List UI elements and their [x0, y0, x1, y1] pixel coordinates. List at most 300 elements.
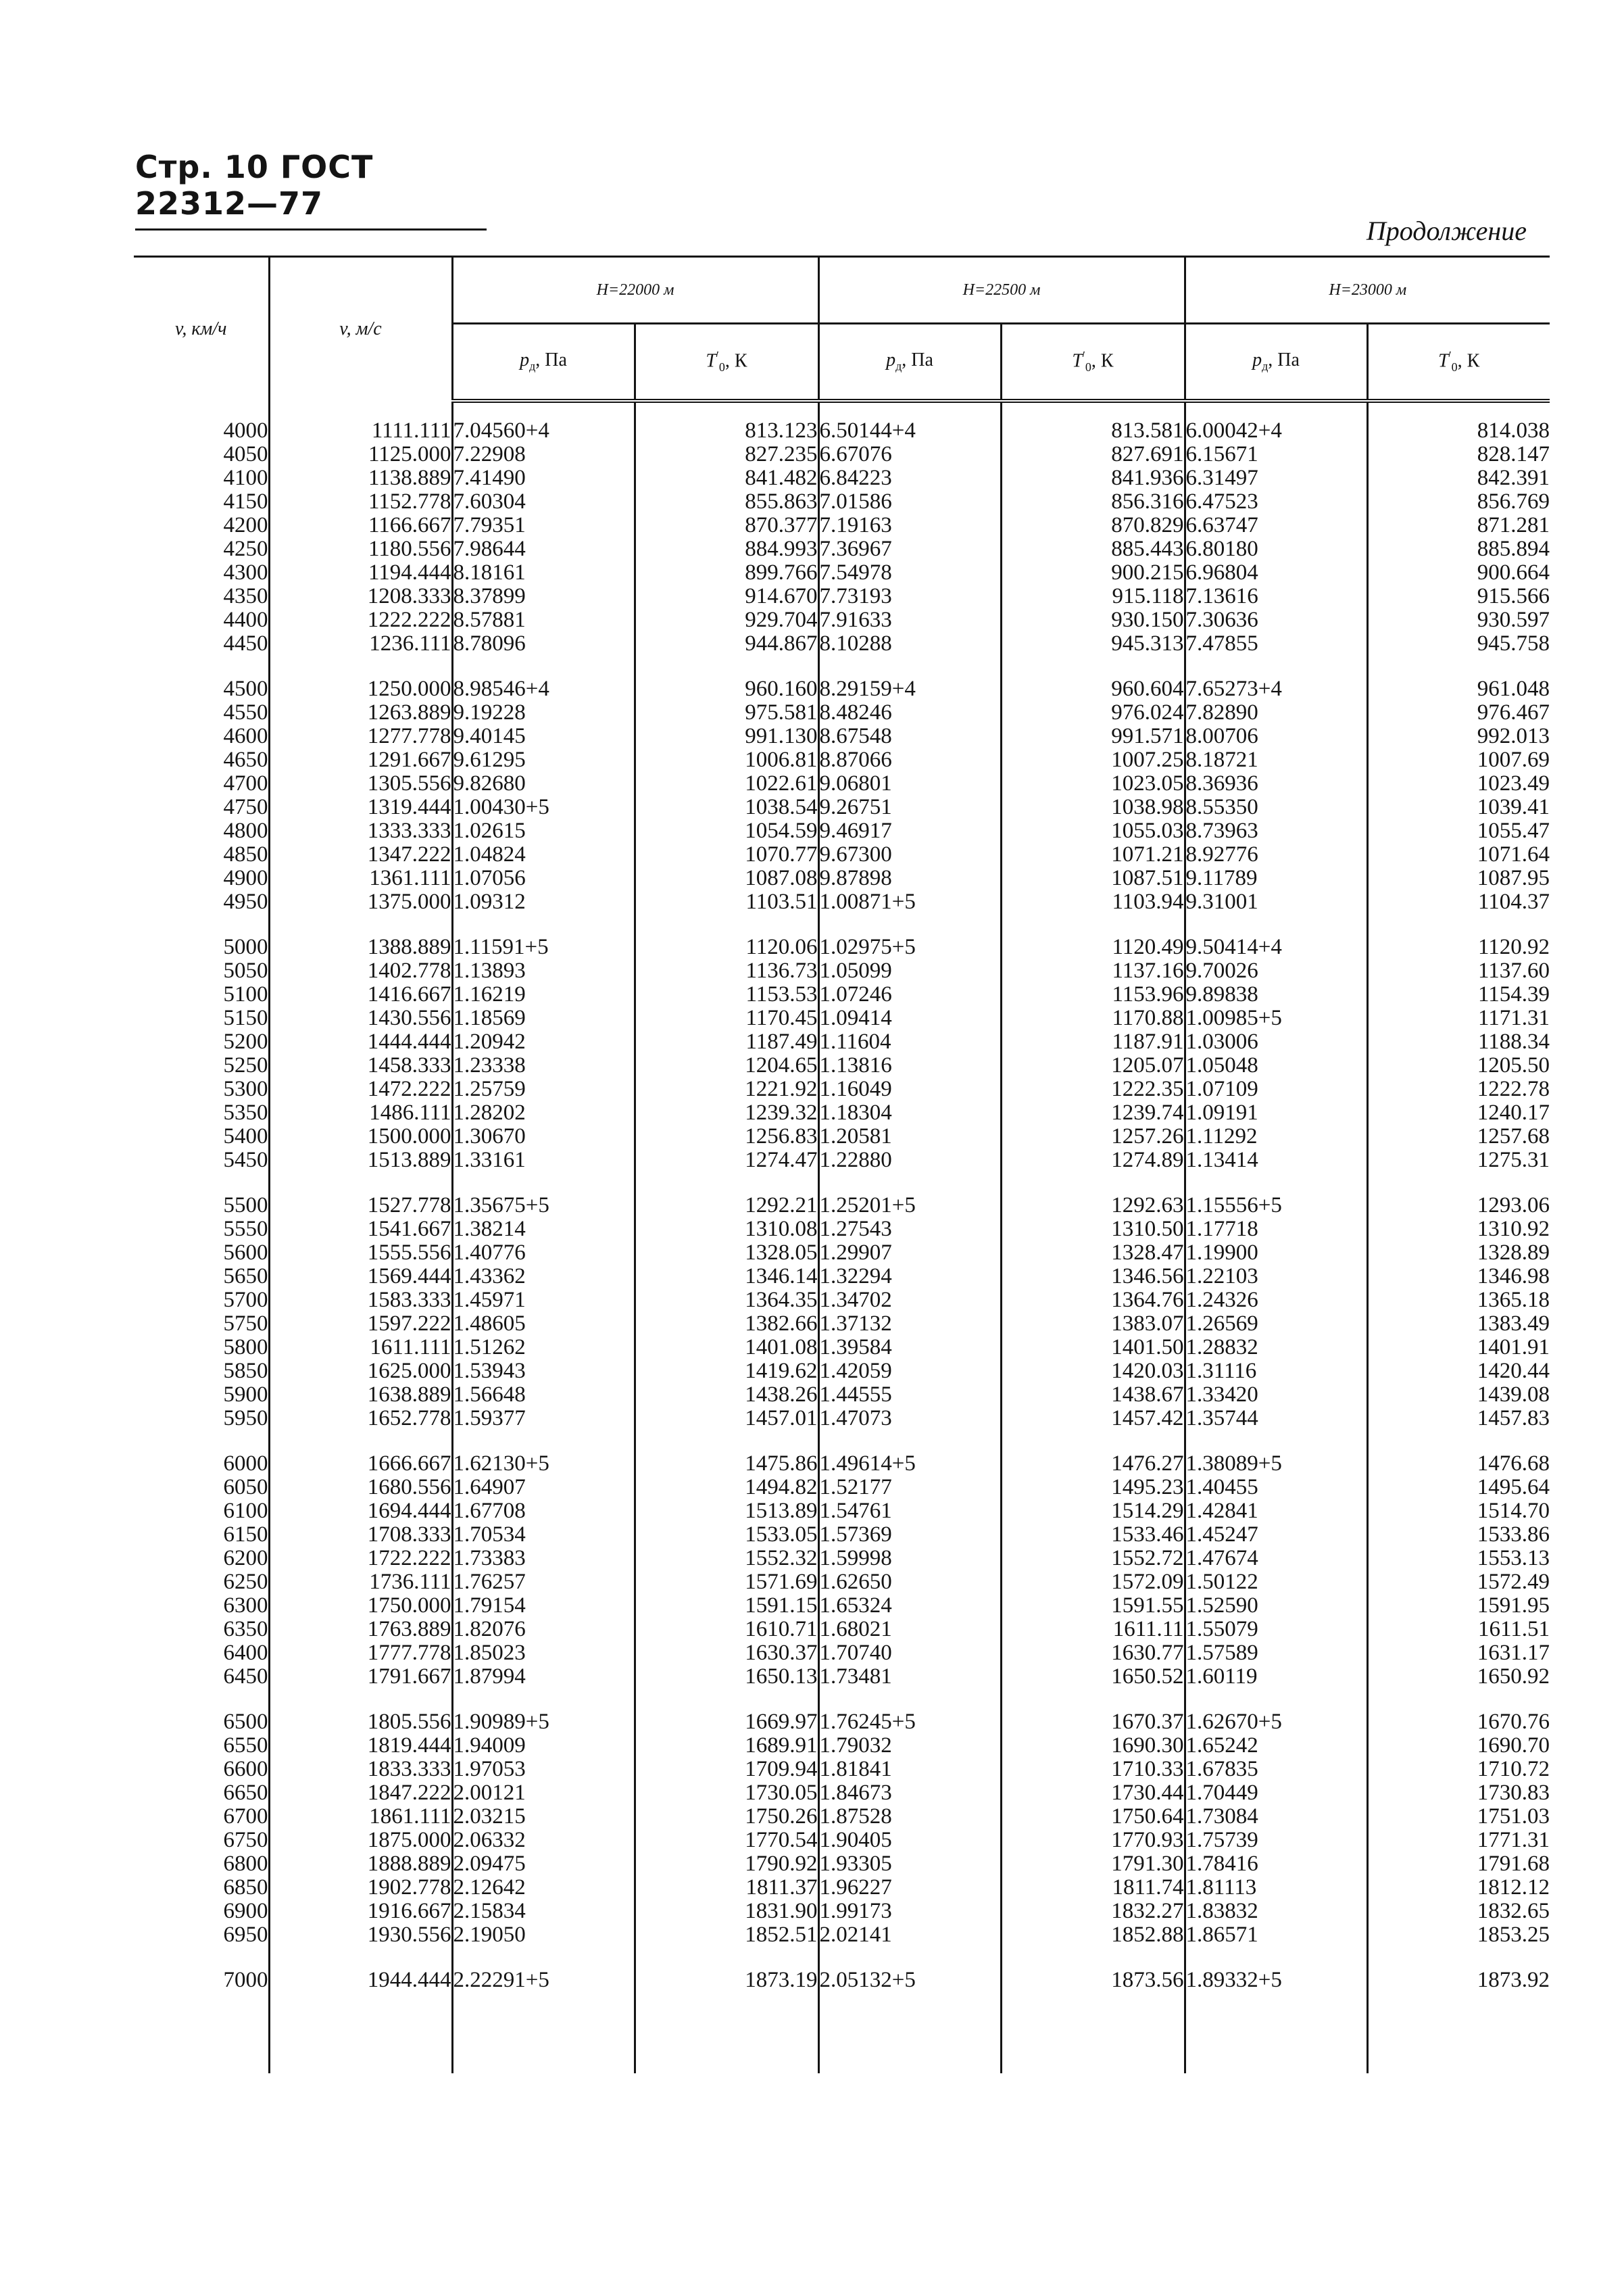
speed-ms-cell: 1458.333: [269, 1054, 452, 1078]
pressure-cell: 7.41490: [452, 466, 635, 490]
pressure-cell: 6.50144+4: [818, 419, 1001, 443]
pressure-cell: 1.73084: [1185, 1805, 1367, 1829]
speed-kmh-cell: 5050: [223, 959, 268, 983]
speed-ms-cell: 1138.889: [269, 466, 452, 490]
pressure-cell: 7.82890: [1185, 701, 1367, 725]
pressure-cell: 2.05132+5: [818, 1969, 1001, 1992]
table-row: [134, 1054, 1550, 1078]
temperature-cell: 1204.65: [635, 1054, 818, 1078]
speed-ms-cell: 1263.889: [269, 701, 452, 725]
temperature-cell: 1420.44: [1367, 1359, 1550, 1383]
speed-kmh-cell: 4500: [223, 677, 268, 701]
temperature-cell: 1533.05: [635, 1523, 818, 1547]
pressure-cell: 9.89838: [1185, 983, 1367, 1007]
speed-ms-cell: 1527.778: [269, 1194, 452, 1217]
speed-ms-cell: 1861.111: [269, 1805, 452, 1829]
speed-ms-cell: 1111.111: [269, 419, 452, 443]
pressure-cell: 1.83832: [1185, 1900, 1367, 1923]
pressure-cell: 6.47523: [1185, 490, 1367, 514]
speed-ms-cell: 1305.556: [269, 772, 452, 796]
speed-ms-cell: 1819.444: [269, 1734, 452, 1758]
pressure-cell: 9.67300: [818, 843, 1001, 867]
pressure-cell: 1.30670: [452, 1125, 635, 1149]
pressure-cell: 8.55350: [1185, 796, 1367, 819]
pressure-cell: 1.33420: [1185, 1383, 1367, 1407]
temperature-cell: 944.867: [635, 632, 818, 656]
speed-kmh-cell: 6250: [223, 1570, 268, 1594]
temperature-cell: 856.316: [1001, 490, 1185, 514]
table-row: [134, 1594, 1550, 1618]
pressure-cell: 1.00430+5: [452, 796, 635, 819]
pressure-cell: 7.13616: [1185, 585, 1367, 608]
temperature-cell: 1553.13: [1367, 1547, 1550, 1570]
temperature-cell: 1171.31: [1367, 1007, 1550, 1030]
speed-kmh-cell: 5000: [223, 935, 268, 959]
temperature-cell: 1120.49: [1001, 936, 1185, 959]
data-table: [134, 256, 1550, 2073]
temperature-cell: 991.571: [1001, 725, 1185, 748]
pressure-cell: 1.60119: [1185, 1665, 1367, 1689]
speed-ms-cell: 1333.333: [269, 819, 452, 843]
temperature-cell: 842.391: [1367, 466, 1550, 490]
pressure-cell: 1.70449: [1185, 1781, 1367, 1805]
pressure-cell: 1.44555: [818, 1383, 1001, 1407]
pressure-cell: 1.81113: [1185, 1876, 1367, 1900]
temperature-cell: 930.597: [1367, 608, 1550, 632]
speed-kmh-cell: 5350: [223, 1101, 268, 1125]
temperature-cell: 1750.26: [635, 1805, 818, 1829]
speed-ms-cell: 1208.333: [269, 585, 452, 608]
pressure-cell: 1.39584: [818, 1336, 1001, 1359]
table-row: [134, 632, 1550, 656]
table-row: [134, 1523, 1550, 1547]
pressure-cell: 1.35675+5: [452, 1194, 635, 1217]
pressure-cell: 1.38214: [452, 1217, 635, 1241]
temperature-cell: 1709.94: [635, 1758, 818, 1781]
speed-kmh-cell: 6000: [223, 1451, 268, 1476]
temperature-cell: 1457.83: [1367, 1407, 1550, 1430]
speed-ms-cell: 1680.556: [269, 1476, 452, 1499]
temperature-cell: 1170.88: [1001, 1007, 1185, 1030]
speed-kmh-cell: 5650: [223, 1264, 268, 1288]
pressure-cell: 7.01586: [818, 490, 1001, 514]
speed-kmh-cell: 6400: [223, 1641, 268, 1665]
temperature-cell: 1853.25: [1367, 1923, 1550, 1947]
temperature-cell: 1274.89: [1001, 1149, 1185, 1172]
altitude-group-header-2: H=22500 м: [818, 257, 1185, 324]
table-row: [134, 561, 1550, 585]
speed-kmh-cell: 6950: [223, 1923, 268, 1947]
pressure-cell: 1.42059: [818, 1359, 1001, 1383]
pressure-cell: 1.86571: [1185, 1923, 1367, 1947]
pressure-cell: 1.17718: [1185, 1217, 1367, 1241]
temperature-cell: 841.482: [635, 466, 818, 490]
temperature-cell: 1275.31: [1367, 1149, 1550, 1172]
table-row: [134, 701, 1550, 725]
speed-kmh-cell: 5500: [223, 1193, 268, 1217]
table-row: [134, 1781, 1550, 1805]
pressure-cell: 1.48605: [452, 1312, 635, 1336]
pressure-cell: 1.45247: [1185, 1523, 1367, 1547]
pressure-cell: 1.33161: [452, 1149, 635, 1172]
speed-ms-cell: 1402.778: [269, 959, 452, 983]
group-spacer: [134, 656, 1550, 677]
temperature-cell: 1274.47: [635, 1149, 818, 1172]
pressure-cell: 8.87066: [818, 748, 1001, 772]
speed-kmh-cell: 6600: [223, 1757, 268, 1781]
temperature-cell: 1873.56: [1001, 1969, 1185, 1992]
temperature-cell: 1572.09: [1001, 1570, 1185, 1594]
pressure-cell: 2.12642: [452, 1876, 635, 1900]
pressure-cell: 8.48246: [818, 701, 1001, 725]
speed-kmh-cell: 6550: [223, 1733, 268, 1758]
temperature-cell: 1257.68: [1367, 1125, 1550, 1149]
temperature-cell: 813.581: [1001, 419, 1185, 443]
temperature-cell: 1205.50: [1367, 1054, 1550, 1078]
temperature-cell: 1137.16: [1001, 959, 1185, 983]
pressure-cell: 1.16049: [818, 1078, 1001, 1101]
table-row: [134, 1265, 1550, 1288]
pressure-cell: 1.82076: [452, 1618, 635, 1641]
pressure-cell: 9.70026: [1185, 959, 1367, 983]
temperature-cell: 1239.32: [635, 1101, 818, 1125]
pressure-cell: 1.78416: [1185, 1852, 1367, 1876]
speed-kmh-cell: 6350: [223, 1617, 268, 1641]
temperature-cell: 1689.91: [635, 1734, 818, 1758]
speed-kmh-cell: 4800: [223, 819, 268, 843]
column-header-temperature: $T'_0$, К: [1001, 324, 1185, 402]
temperature-cell: 1690.70: [1367, 1734, 1550, 1758]
table-row: [134, 537, 1550, 561]
speed-kmh-cell: 4350: [223, 584, 268, 608]
temperature-cell: 1153.96: [1001, 983, 1185, 1007]
table-row: [134, 1758, 1550, 1781]
pressure-cell: 1.55079: [1185, 1618, 1367, 1641]
table-row: [134, 819, 1550, 843]
pressure-cell: 1.87994: [452, 1665, 635, 1689]
table-row: [134, 1007, 1550, 1030]
pressure-cell: 8.36936: [1185, 772, 1367, 796]
table-row: [134, 1805, 1550, 1829]
temperature-cell: 899.766: [635, 561, 818, 585]
table-row: [134, 1923, 1550, 1947]
pressure-cell: 8.57881: [452, 608, 635, 632]
temperature-cell: 841.936: [1001, 466, 1185, 490]
table-row: [134, 1665, 1550, 1689]
temperature-cell: 1572.49: [1367, 1570, 1550, 1594]
table-row: [134, 677, 1550, 701]
table-row: [134, 1900, 1550, 1923]
speed-ms-cell: 1166.667: [269, 514, 452, 537]
pressure-cell: 1.07246: [818, 983, 1001, 1007]
pressure-cell: 1.90989+5: [452, 1710, 635, 1734]
temperature-cell: 1087.95: [1367, 867, 1550, 890]
pressure-cell: 8.00706: [1185, 725, 1367, 748]
speed-ms-cell: 1652.778: [269, 1407, 452, 1430]
temperature-cell: 1071.21: [1001, 843, 1185, 867]
pressure-cell: 1.09191: [1185, 1101, 1367, 1125]
temperature-cell: 1310.08: [635, 1217, 818, 1241]
pressure-cell: 7.73193: [818, 585, 1001, 608]
temperature-cell: 1495.64: [1367, 1476, 1550, 1499]
speed-ms-cell: 1277.778: [269, 725, 452, 748]
speed-ms-cell: 1875.000: [269, 1829, 452, 1852]
pressure-cell: 2.03215: [452, 1805, 635, 1829]
speed-kmh-cell: 5300: [223, 1077, 268, 1101]
speed-kmh-cell: 4100: [223, 466, 268, 490]
pressure-cell: 1.27543: [818, 1217, 1001, 1241]
pressure-cell: 1.67835: [1185, 1758, 1367, 1781]
pressure-cell: 1.22880: [818, 1149, 1001, 1172]
speed-ms-cell: 1500.000: [269, 1125, 452, 1149]
pressure-cell: 1.62650: [818, 1570, 1001, 1594]
pressure-cell: 7.79351: [452, 514, 635, 537]
table-row: [134, 1618, 1550, 1641]
pressure-cell: 1.43362: [452, 1265, 635, 1288]
temperature-cell: 1457.01: [635, 1407, 818, 1430]
pressure-cell: 1.57369: [818, 1523, 1001, 1547]
group-spacer: [134, 1172, 1550, 1194]
pressure-cell: 1.97053: [452, 1758, 635, 1781]
pressure-cell: 1.11604: [818, 1030, 1001, 1054]
table-row: [134, 748, 1550, 772]
temperature-cell: 1812.12: [1367, 1876, 1550, 1900]
table-row: [134, 959, 1550, 983]
temperature-cell: 1256.83: [635, 1125, 818, 1149]
temperature-cell: 827.235: [635, 443, 818, 466]
pressure-cell: 1.50122: [1185, 1570, 1367, 1594]
pressure-cell: 9.11789: [1185, 867, 1367, 890]
speed-ms-cell: 1638.889: [269, 1383, 452, 1407]
pressure-cell: 1.07109: [1185, 1078, 1367, 1101]
temperature-cell: 1811.37: [635, 1876, 818, 1900]
pressure-cell: 1.94009: [452, 1734, 635, 1758]
table-row: [134, 1641, 1550, 1665]
temperature-cell: 900.664: [1367, 561, 1550, 585]
temperature-cell: 1401.08: [635, 1336, 818, 1359]
table-row: [134, 890, 1550, 914]
temperature-cell: 1071.64: [1367, 843, 1550, 867]
pressure-cell: 1.93305: [818, 1852, 1001, 1876]
temperature-cell: 1591.55: [1001, 1594, 1185, 1618]
pressure-cell: 1.64907: [452, 1476, 635, 1499]
temperature-cell: 1239.74: [1001, 1101, 1185, 1125]
pressure-cell: 9.06801: [818, 772, 1001, 796]
pressure-cell: 1.79154: [452, 1594, 635, 1618]
table-row: [134, 1383, 1550, 1407]
speed-kmh-cell: 4700: [223, 771, 268, 796]
table-row: [134, 1452, 1550, 1476]
pressure-cell: 1.40776: [452, 1241, 635, 1265]
temperature-cell: 1670.37: [1001, 1710, 1185, 1734]
pressure-cell: 6.00042+4: [1185, 419, 1367, 443]
table-row: [134, 1078, 1550, 1101]
temperature-cell: 1087.51: [1001, 867, 1185, 890]
speed-ms-cell: 1486.111: [269, 1101, 452, 1125]
temperature-cell: 945.758: [1367, 632, 1550, 656]
temperature-cell: 1104.37: [1367, 890, 1550, 914]
pressure-cell: 1.28202: [452, 1101, 635, 1125]
temperature-cell: 1023.49: [1367, 772, 1550, 796]
temperature-cell: 885.894: [1367, 537, 1550, 561]
speed-kmh-cell: 4750: [223, 795, 268, 819]
pressure-cell: 6.80180: [1185, 537, 1367, 561]
pressure-cell: 1.16219: [452, 983, 635, 1007]
temperature-cell: 1187.49: [635, 1030, 818, 1054]
temperature-cell: 1650.13: [635, 1665, 818, 1689]
column-header-temperature: $T'_0$, К: [635, 324, 818, 402]
pressure-cell: 1.09312: [452, 890, 635, 914]
pressure-cell: 1.65324: [818, 1594, 1001, 1618]
temperature-cell: 1571.69: [635, 1570, 818, 1594]
table-row: [134, 608, 1550, 632]
pressure-cell: 1.53943: [452, 1359, 635, 1383]
temperature-cell: 1770.93: [1001, 1829, 1185, 1852]
table-row: [134, 419, 1550, 443]
table-row: [134, 1852, 1550, 1876]
temperature-cell: 871.281: [1367, 514, 1550, 537]
pressure-cell: 1.47073: [818, 1407, 1001, 1430]
table-row: [134, 1710, 1550, 1734]
pressure-cell: 1.99173: [818, 1900, 1001, 1923]
continuation-label: Продолжение: [1366, 216, 1527, 246]
pressure-cell: 1.26569: [1185, 1312, 1367, 1336]
pressure-cell: 1.57589: [1185, 1641, 1367, 1665]
speed-kmh-cell: 4650: [223, 748, 268, 772]
table-row: [134, 1359, 1550, 1383]
pressure-cell: 8.67548: [818, 725, 1001, 748]
pressure-cell: 1.20942: [452, 1030, 635, 1054]
pressure-cell: 1.81841: [818, 1758, 1001, 1781]
temperature-cell: 929.704: [635, 608, 818, 632]
pressure-cell: 7.98644: [452, 537, 635, 561]
temperature-cell: 1103.51: [635, 890, 818, 914]
speed-kmh-cell: 5100: [223, 982, 268, 1007]
pressure-cell: 8.18161: [452, 561, 635, 585]
speed-ms-cell: 1888.889: [269, 1852, 452, 1876]
table-row: [134, 1829, 1550, 1852]
speed-ms-cell: 1347.222: [269, 843, 452, 867]
pressure-cell: 1.25201+5: [818, 1194, 1001, 1217]
pressure-cell: 2.22291+5: [452, 1969, 635, 1992]
table-row: [134, 1030, 1550, 1054]
pressure-cell: 9.40145: [452, 725, 635, 748]
column-header-temperature: $T'_0$, К: [1367, 324, 1550, 402]
temperature-cell: 1710.33: [1001, 1758, 1185, 1781]
column-header-pressure: $p_д$, Па: [818, 324, 1001, 402]
speed-ms-cell: 1694.444: [269, 1499, 452, 1523]
pressure-cell: 8.78096: [452, 632, 635, 656]
temperature-cell: 1650.52: [1001, 1665, 1185, 1689]
pressure-cell: 1.68021: [818, 1618, 1001, 1641]
temperature-cell: 1770.54: [635, 1829, 818, 1852]
temperature-cell: 870.377: [635, 514, 818, 537]
temperature-cell: 1513.89: [635, 1499, 818, 1523]
speed-kmh-cell: 6500: [223, 1710, 268, 1734]
speed-kmh-cell: 4850: [223, 842, 268, 867]
pressure-cell: 8.73963: [1185, 819, 1367, 843]
temperature-cell: 914.670: [635, 585, 818, 608]
speed-kmh-cell: 6800: [223, 1852, 268, 1876]
pressure-cell: 2.06332: [452, 1829, 635, 1852]
temperature-cell: 915.118: [1001, 585, 1185, 608]
speed-kmh-cell: 6450: [223, 1664, 268, 1689]
speed-kmh-cell: 6200: [223, 1546, 268, 1570]
pressure-cell: 8.92776: [1185, 843, 1367, 867]
temperature-cell: 1346.56: [1001, 1265, 1185, 1288]
pressure-cell: 9.82680: [452, 772, 635, 796]
speed-ms-cell: 1847.222: [269, 1781, 452, 1805]
pressure-cell: 1.03006: [1185, 1030, 1367, 1054]
speed-ms-cell: 1152.778: [269, 490, 452, 514]
temperature-cell: 828.147: [1367, 443, 1550, 466]
pressure-cell: 1.05099: [818, 959, 1001, 983]
speed-kmh-cell: 5850: [223, 1359, 268, 1383]
temperature-cell: 1240.17: [1367, 1101, 1550, 1125]
temperature-cell: 1120.92: [1367, 936, 1550, 959]
pressure-cell: 1.47674: [1185, 1547, 1367, 1570]
pressure-cell: 1.24326: [1185, 1288, 1367, 1312]
speed-kmh-cell: 4550: [223, 700, 268, 725]
pressure-cell: 7.54978: [818, 561, 1001, 585]
temperature-cell: 1383.07: [1001, 1312, 1185, 1336]
pressure-cell: 6.84223: [818, 466, 1001, 490]
temperature-cell: 1293.06: [1367, 1194, 1550, 1217]
page-header: Стр. 10 ГОСТ 22312—77: [135, 149, 487, 231]
pressure-cell: 7.04560+4: [452, 419, 635, 443]
temperature-cell: 1292.21: [635, 1194, 818, 1217]
speed-ms-cell: 1194.444: [269, 561, 452, 585]
temperature-cell: 1328.89: [1367, 1241, 1550, 1265]
pressure-cell: 1.70534: [452, 1523, 635, 1547]
pressure-cell: 1.73383: [452, 1547, 635, 1570]
temperature-cell: 1591.15: [635, 1594, 818, 1618]
pressure-cell: 9.46917: [818, 819, 1001, 843]
temperature-cell: 814.038: [1367, 419, 1550, 443]
pressure-cell: 9.50414+4: [1185, 936, 1367, 959]
pressure-cell: 1.62670+5: [1185, 1710, 1367, 1734]
table-row: [134, 1336, 1550, 1359]
temperature-cell: 1514.29: [1001, 1499, 1185, 1523]
table-row: [134, 867, 1550, 890]
table-row: [134, 466, 1550, 490]
speed-kmh-cell: 6100: [223, 1499, 268, 1523]
pressure-cell: 1.35744: [1185, 1407, 1367, 1430]
pressure-cell: 6.31497: [1185, 466, 1367, 490]
speed-ms-cell: 1625.000: [269, 1359, 452, 1383]
pressure-cell: 1.42841: [1185, 1499, 1367, 1523]
temperature-cell: 1690.30: [1001, 1734, 1185, 1758]
table-row: [134, 1476, 1550, 1499]
temperature-cell: 991.130: [635, 725, 818, 748]
speed-kmh-cell: 5900: [223, 1382, 268, 1407]
table-row: [134, 983, 1550, 1007]
temperature-cell: 1136.73: [635, 959, 818, 983]
temperature-cell: 1420.03: [1001, 1359, 1185, 1383]
table-row: [134, 1149, 1550, 1172]
speed-kmh-cell: 5200: [223, 1030, 268, 1054]
pressure-cell: 1.90405: [818, 1829, 1001, 1852]
temperature-cell: 1328.05: [635, 1241, 818, 1265]
temperature-cell: 1650.92: [1367, 1665, 1550, 1689]
temperature-cell: 976.467: [1367, 701, 1550, 725]
pressure-cell: 2.09475: [452, 1852, 635, 1876]
temperature-cell: 1457.42: [1001, 1407, 1185, 1430]
temperature-cell: 1630.77: [1001, 1641, 1185, 1665]
temperature-cell: 1039.41: [1367, 796, 1550, 819]
group-spacer: [134, 1689, 1550, 1710]
altitude-group-header-1: H=22000 м: [452, 257, 818, 324]
